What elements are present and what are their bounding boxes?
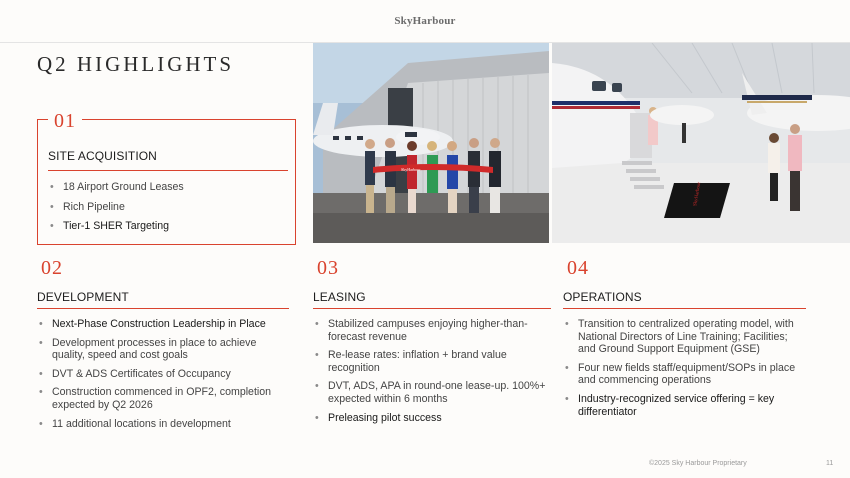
list-item: • 18 Airport Ground Leases xyxy=(48,181,184,194)
list-item: • Re-lease rates: inflation + brand value recognition xyxy=(313,349,553,374)
section-number-03: 03 xyxy=(317,257,339,279)
list-item: • DVT & ADS Certificates of Occupancy xyxy=(37,368,289,381)
page-title: Q2 HIGHLIGHTS xyxy=(37,52,235,76)
list-item: • Stabilized campuses enjoying higher-than-forecast revenue xyxy=(313,318,553,343)
site-acquisition-heading: SITE ACQUISITION xyxy=(48,149,157,163)
list-item: • Four new fields staff/equipment/SOPs in place and commencing operations xyxy=(563,362,808,387)
section-rule xyxy=(313,308,551,309)
site-acquisition-box xyxy=(37,110,296,245)
mat-text: SkyHarbour xyxy=(693,181,703,207)
brand-logo: SkyHarbour xyxy=(394,15,456,27)
footer-copyright: ©2025 Sky Harbour Proprietary xyxy=(649,460,747,467)
operations-list xyxy=(563,318,808,424)
ribbon-cutting-photo xyxy=(313,43,549,243)
section-number-04: 04 xyxy=(567,257,589,279)
section-rule xyxy=(48,170,288,171)
section-number-02: 02 xyxy=(41,257,63,279)
section-rule xyxy=(37,308,289,309)
list-item: • Rich Pipeline xyxy=(48,201,184,214)
page-number: 11 xyxy=(826,460,834,467)
list-item: • Construction commenced in OPF2, completion expected by Q2 2026 xyxy=(37,386,289,411)
list-item: • Tier-1 SHER Targeting xyxy=(48,220,184,233)
leasing-list xyxy=(313,318,553,430)
hangar-jet-photo xyxy=(552,43,850,243)
list-item: • Industry-recognized service offering = key differentiator xyxy=(563,393,808,418)
list-item: • DVT, ADS, APA in round-one lease-up. 100%+ expected within 6 months xyxy=(313,380,553,405)
section-number-01: 01 xyxy=(48,110,82,133)
list-item: • Preleasing pilot success xyxy=(313,412,553,425)
ribbon-text: SkyHarbour xyxy=(401,167,421,172)
list-item: • Next-Phase Construction Leadership in Place xyxy=(37,318,289,331)
section-rule xyxy=(563,308,806,309)
list-item: • Transition to centralized operating model, with National Directors of Line Training; Facilities; and Ground Support Equipment (GSE) xyxy=(563,318,808,356)
site-acquisition-list xyxy=(48,181,184,240)
list-item: • 11 additional locations in development xyxy=(37,418,289,431)
list-item: • Development processes in place to achieve quality, speed and cost goals xyxy=(37,337,289,362)
development-list xyxy=(37,318,289,436)
development-heading: DEVELOPMENT xyxy=(37,290,129,304)
leasing-heading: LEASING xyxy=(313,290,366,304)
operations-heading: OPERATIONS xyxy=(563,290,642,304)
